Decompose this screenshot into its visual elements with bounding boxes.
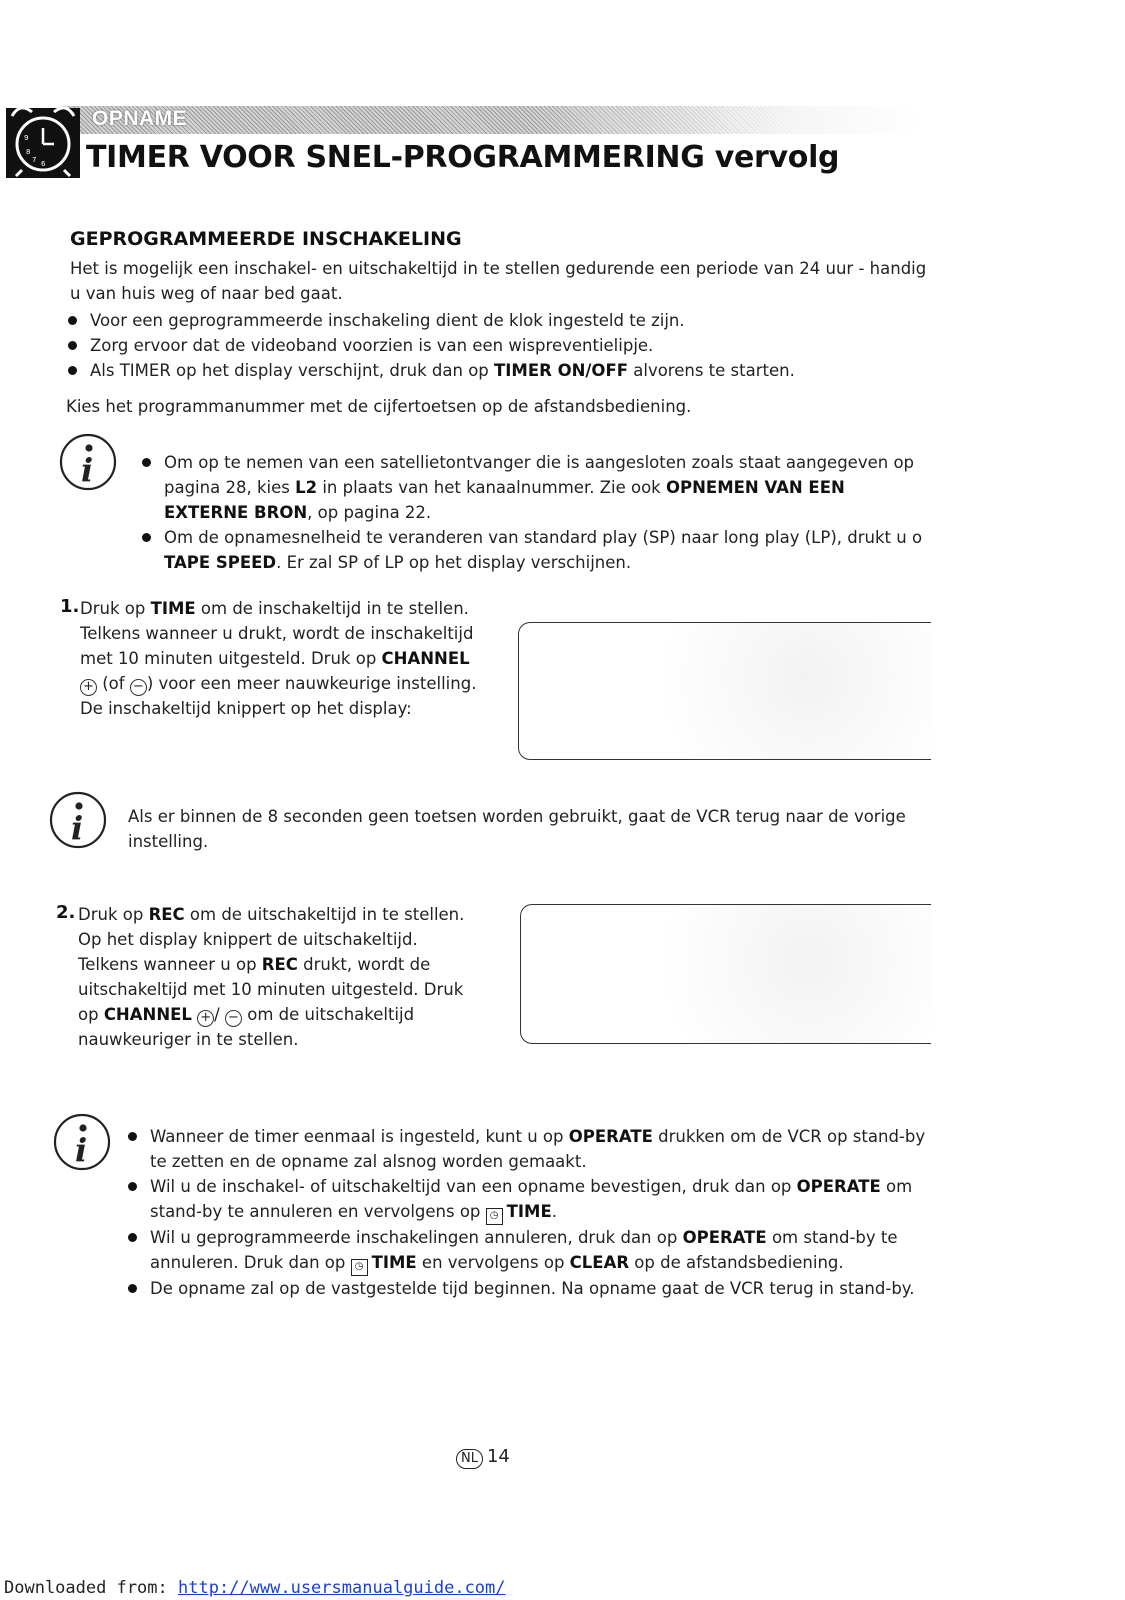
list-item: Wil u de inschakel- of uitschakeltijd van een opname bevestigen, druk dan op OPERATE om stand-by te annuleren en vervolgens op ◷ TIME.	[126, 1174, 926, 1225]
section-heading: GEPROGRAMMEERDE INSCHAKELING	[70, 228, 462, 250]
svg-text:8: 8	[26, 148, 31, 156]
display-panel	[520, 904, 931, 1044]
minus-icon: −	[130, 679, 147, 696]
list-item: Zorg ervoor dat de videoband voorzien is van een wispreventielipje.	[66, 333, 926, 358]
step-number: 2.	[56, 902, 76, 923]
page-number: NL 14	[456, 1446, 510, 1469]
svg-text:i: i	[75, 1131, 88, 1169]
download-link[interactable]: http://www.usersmanualguide.com/	[178, 1578, 506, 1598]
choose-program-text: Kies het programmanummer met de cijfertoetsen op de afstandsbediening.	[66, 397, 692, 416]
step2-text: Druk op REC om de uitschakeltijd in te stellen. Op het display knippert de uitschakeltijd. Telkens wanneer u op REC drukt, wordt de uitschakeltijd met 10 minuten uitgesteld. Druk op CHANNEL + / − om de uitschakeltijd nauwkeuriger in te stellen.	[78, 905, 465, 1049]
section-label: OPNAME	[92, 107, 188, 130]
list-item: Als TIMER op het display verschijnt, druk dan op TIMER ON/OFF alvorens te starten.	[66, 358, 926, 383]
list-item: Wanneer de timer eenmaal is ingesteld, kunt u op OPERATE drukken om de VCR op stand-by te zetten en de opname zal alsnog worden gemaakt.	[126, 1124, 926, 1174]
minus-icon: −	[225, 1010, 242, 1027]
list-item: Voor een geprogrammeerde inschakeling dient de klok ingesteld te zijn.	[66, 308, 926, 333]
step-number: 1.	[60, 596, 80, 617]
svg-text:7: 7	[32, 156, 37, 164]
language-badge: NL	[456, 1449, 483, 1469]
plus-icon: +	[197, 1010, 214, 1027]
info-icon	[58, 432, 118, 492]
plus-icon: +	[80, 679, 97, 696]
list-item: Wil u geprogrammeerde inschakelingen annuleren, druk dan op OPERATE om stand-by te annuleren. Druk dan op ◷ TIME en vervolgens op CLEAR op de afstandsbediening.	[126, 1225, 926, 1276]
info-icon	[48, 790, 108, 850]
info-icon	[52, 1112, 112, 1172]
note-list	[140, 450, 930, 575]
svg-text:6: 6	[41, 160, 46, 168]
header-banner	[62, 106, 922, 134]
page-title: TIMER VOOR SNEL-PROGRAMMERING vervolg	[86, 140, 840, 175]
alarm-clock-icon	[6, 100, 80, 178]
svg-text:i: i	[81, 451, 94, 489]
note-text: Als er binnen de 8 seconden geen toetsen worden gebruikt, gaat de VCR terug naar de vorige instelling.	[128, 807, 906, 851]
svg-text:9: 9	[24, 134, 29, 142]
list-item: Om op te nemen van een satellietontvanger die is aangesloten zoals staat aangegeven op pagina 28, kies L2 in plaats van het kanaalnummer. Zie ook OPNEMEN VAN EEN EXTERNE BRON, op pagina 22.	[140, 450, 930, 525]
svg-text:i: i	[71, 809, 84, 847]
step1-text: Druk op TIME om de inschakeltijd in te stellen. Telkens wanneer u drukt, wordt de inschakeltijd met 10 minuten uitgesteld. Druk op CHANNEL + (of − ) voor een meer nauwkeurige instelling. De inschakeltijd knippert op het display:	[80, 599, 477, 718]
display-panel	[518, 622, 931, 760]
timer-box-icon: ◷	[351, 1259, 368, 1276]
download-footer: Downloaded from: http://www.usersmanualguide.com/	[4, 1578, 506, 1598]
timer-box-icon: ◷	[486, 1208, 503, 1225]
requirements-list	[66, 308, 926, 383]
list-item: Om de opnamesnelheid te veranderen van standard play (SP) naar long play (LP), drukt u o TAPE SPEED. Er zal SP of LP op het display verschijnen.	[140, 525, 930, 575]
list-item: De opname zal op de vastgestelde tijd beginnen. Na opname gaat de VCR terug in stand-by.	[126, 1276, 926, 1301]
note-list	[126, 1124, 926, 1301]
intro-paragraph: Het is mogelijk een inschakel- en uitschakeltijd in te stellen gedurende een periode van 24 uur - handig u van huis weg of naar bed gaat.	[70, 259, 927, 303]
